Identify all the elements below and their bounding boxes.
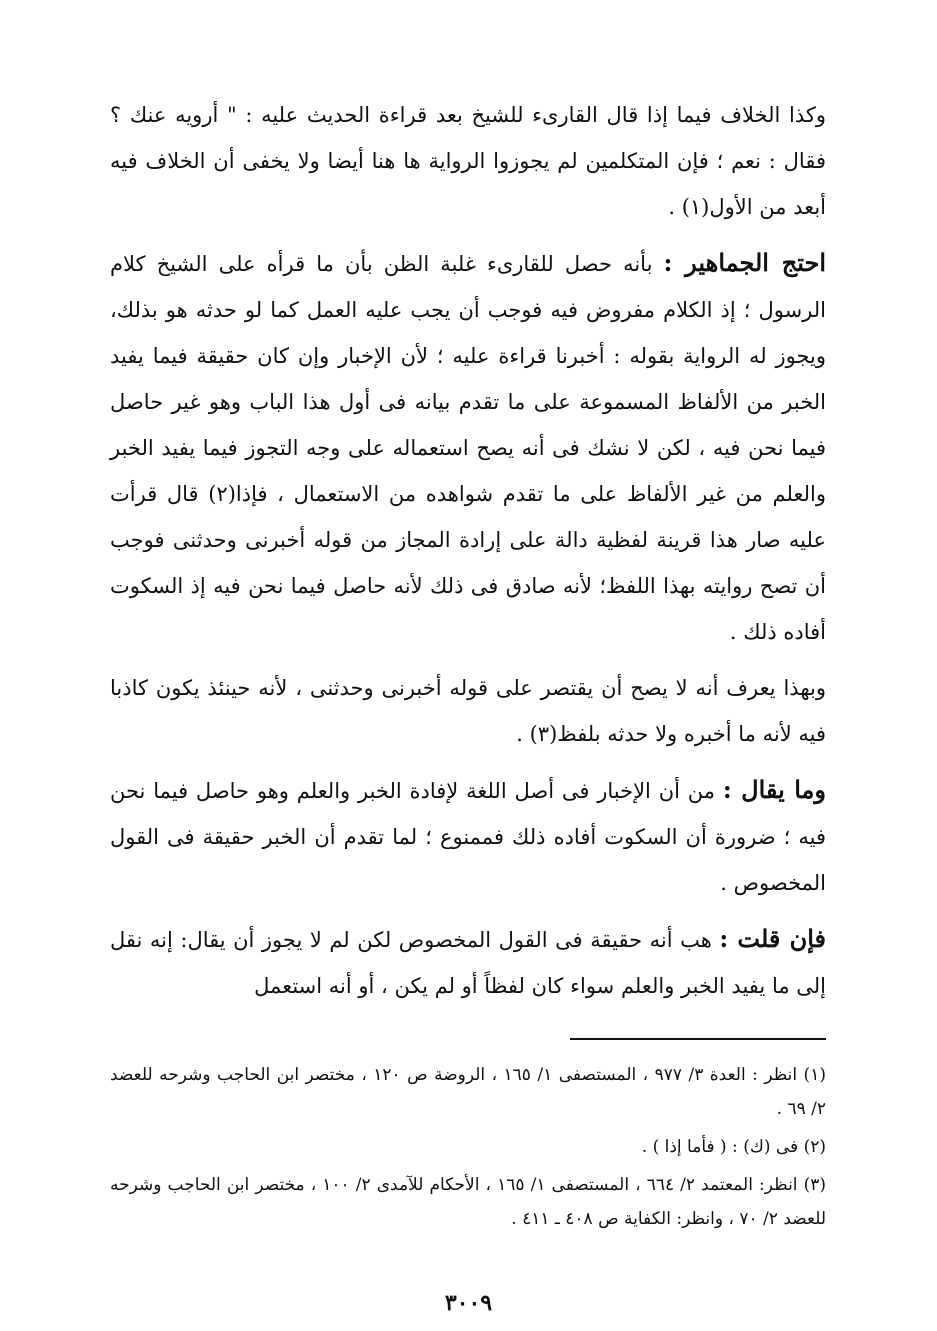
main-text — [110, 92, 826, 1019]
footnote: (١) انظر : العدة ٣/ ٩٧٧ ، المستصفى ١/ ١٦٥ ، الروضة ص ١٢٠ ، مختصر ابن الحاجب وشرحه للعضد ٢/ ٦٩ . — [110, 1065, 826, 1119]
paragraph — [110, 916, 826, 1009]
paragraph-text: بأنه حصل للقارىء غلبة الظن بأن ما قرأه على الشيخ كلام الرسول ؛ إذ الكلام مفروض فيه فوجب أن يجب عليه العمل كما لو حدثه هو بذلك، ويجوز له الرواية بقوله : أخبرنا قراءة عليه ؛ لأن الإخبار وإن كان حقيقة فيما يفيد الخبر من الألفاظ المسموعة على ما تقدم بيانه فى أول هذا الباب وهو غير حاصل فيما نحن فيه ، لكن لا نشك فى أنه يصح استعماله على وجه التجوز فيما يفيد الخبر والعلم من غير الألفاظ على ما تقدم شواهده من الاستعمال ، فإذا(٢) قال قرأت عليه صار هذا قرينة لفظية دالة على إرادة المجاز من قوله أخبرنى وحدثنى فوجب أن تصح روايته بهذا اللفظ؛ لأنه صادق فى ذلك لأنه حاصل فيما نحن فيه إذ السكوت أفاده ذلك . — [110, 252, 826, 644]
paragraph-lead: وما يقال : — [722, 775, 827, 804]
paragraph — [110, 92, 826, 230]
paragraph — [110, 240, 826, 655]
footnote: (٢) فى (ك) : ( فأما إذا ) . — [641, 1137, 826, 1157]
paragraph-text: وكذا الخلاف فيما إذا قال القارىء للشيخ بعد قراءة الحديث عليه : " أرويه عنك ؟ فقال : نعم ؛ فإن المتكلمين لم يجوزوا الرواية ها هنا أيضا ولا يخفى أن الخلاف فيه أبعد من الأول(١) . — [110, 103, 826, 219]
footnote: (٣) انظر: المعتمد ٢/ ٦٦٤ ، المستصفى ١/ ١٦٥ ، الأحكام للآمدى ٢/ ١٠٠ ، مختصر ابن الحاجب وشرحه للعضد ٢/ ٧٠ ، وانظر: الكفاية ص ٤٠٨ ـ ٤١١ . — [110, 1175, 827, 1229]
footnote-divider — [570, 1038, 826, 1040]
paragraph-lead: احتج الجماهير : — [663, 248, 826, 277]
paragraph — [110, 767, 826, 906]
paragraph-text: هب أنه حقيقة فى القول المخصوص لكن لم لا يجوز أن يقال: إنه نقل إلى ما يفيد الخبر والعلم سواء كان لفظاً أو لم يكن ، أو أنه استعمل — [110, 928, 826, 998]
footnotes — [110, 1058, 826, 1240]
paragraph-text: من أن الإخبار فى أصل اللغة لإفادة الخبر والعلم وهو حاصل فيما نحن فيه ؛ ضرورة أن السكوت أفاده ذلك فممنوع ؛ لما تقدم أن الخبر حقيقة فى القول المخصوص . — [110, 779, 826, 895]
paragraph-text: وبهذا يعرف أنه لا يصح أن يقتصر على قوله أخبرنى وحدثنى ، لأنه حينئذ يكون كاذبا فيه لأنه ما أخبره ولا حدثه بلفظ(٣) . — [110, 676, 826, 746]
paragraph-lead: فإن قلت : — [719, 924, 826, 953]
page-number: ٣٠٠٩ — [444, 1290, 493, 1316]
paragraph — [110, 665, 826, 757]
